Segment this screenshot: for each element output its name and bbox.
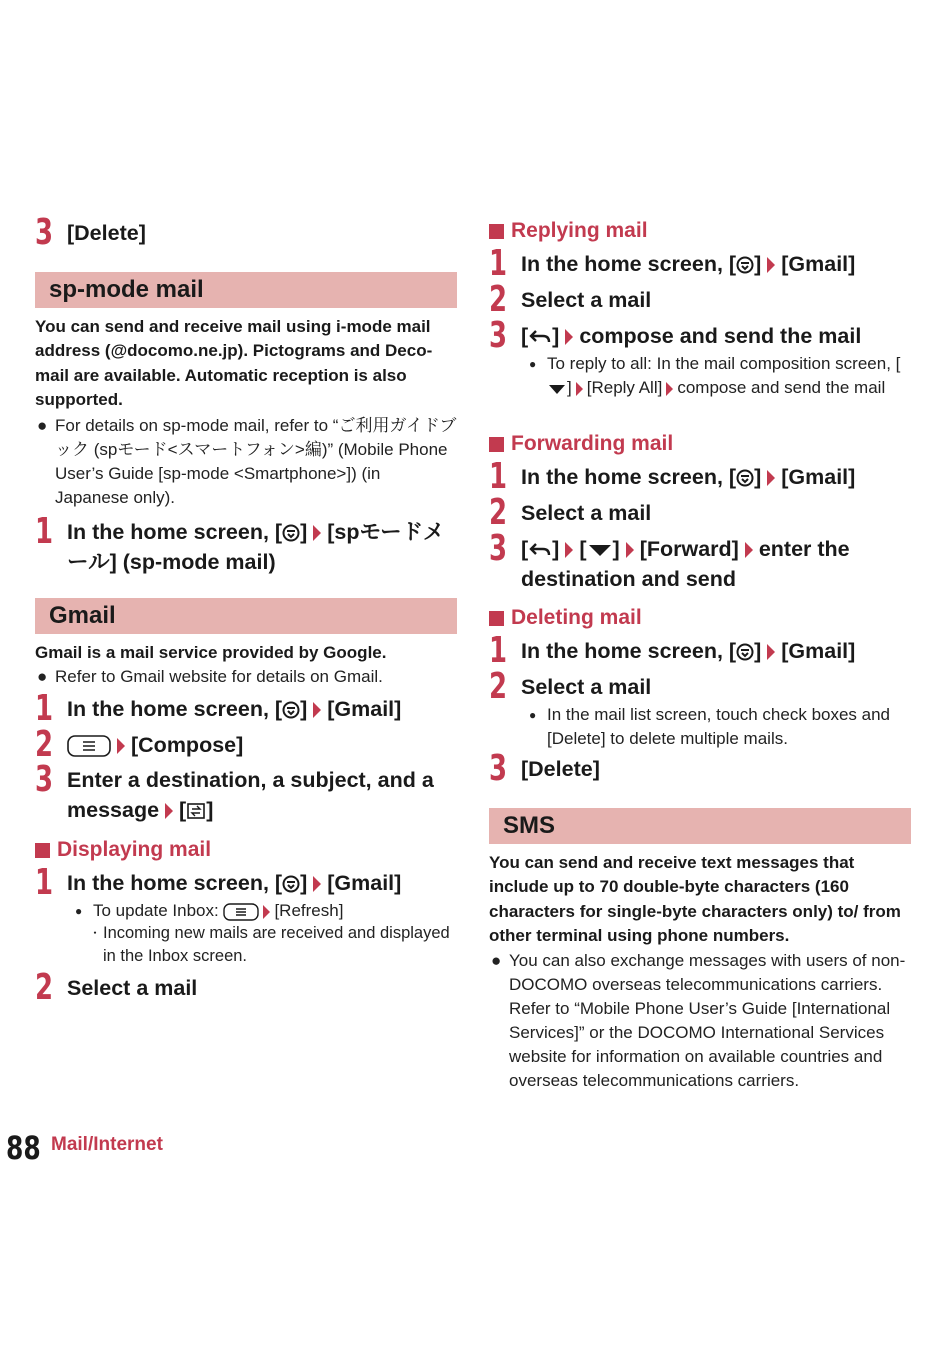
note-text-post: [Refresh] — [274, 901, 344, 920]
bracket-close: ] — [552, 537, 560, 561]
note-text-a: [Reply All] — [586, 378, 663, 397]
gmail-step-1 — [35, 688, 457, 729]
home-key-icon — [282, 875, 300, 893]
subnote-text: Incoming new mails are received and displayed in the Inbox screen. — [103, 924, 450, 965]
step-text-mid: ] — [300, 697, 308, 721]
arrow-icon — [576, 382, 583, 396]
section-label: Mail/Internet — [51, 1134, 163, 1155]
step-text — [521, 249, 855, 279]
step-number: 3 — [489, 315, 508, 356]
arrow-icon — [313, 702, 321, 718]
reply-icon — [528, 328, 552, 346]
subheading-forwarding-mail — [489, 432, 673, 456]
subheading-replying-mail — [489, 219, 648, 243]
sms-intro: You can send and receive text messages that include up to 70 double-byte characters (160 characters for single-byte characters only) to/ from other terminal using phone numbers. — [489, 853, 901, 945]
replying-step-1 — [489, 243, 911, 284]
bullet-icon: ● — [529, 357, 537, 371]
forwarding-step-2 — [489, 492, 911, 533]
note-text — [547, 352, 911, 400]
arrow-icon — [313, 525, 321, 541]
section-title: sp-mode mail — [49, 276, 204, 303]
step-number: 2 — [489, 666, 508, 707]
send-icon — [186, 801, 206, 821]
gmail-step-3 — [35, 759, 457, 825]
step-text-pre: In the home screen, [ — [521, 465, 737, 489]
step-delete — [35, 212, 457, 253]
step-text-post: [Gmail] — [781, 252, 856, 276]
home-key-icon — [736, 256, 754, 274]
bracket-open: [ — [579, 537, 587, 561]
step-text: Select a mail — [521, 288, 652, 312]
step-number: 1 — [489, 243, 508, 284]
sp-mode-step-1 — [35, 511, 457, 577]
step-number: 3 — [35, 759, 54, 800]
bracket-open: [ — [521, 324, 529, 348]
dropdown-triangle-icon — [547, 382, 567, 396]
replying-step-3 — [489, 315, 911, 356]
square-bullet-icon — [489, 611, 504, 626]
note-text-pre: To update Inbox: — [93, 901, 219, 920]
deleting-step-3 — [489, 748, 911, 789]
step-text-pre: In the home screen, [ — [67, 871, 283, 895]
replying-note — [527, 352, 911, 400]
arrow-icon — [745, 542, 753, 558]
step-number: 2 — [489, 279, 508, 320]
bullet-icon: ・ — [89, 926, 102, 940]
step-text-pre: In the home screen, [ — [521, 639, 737, 663]
sp-mode-note — [35, 414, 457, 510]
subheading-displaying-mail — [35, 838, 211, 862]
square-bullet-icon — [489, 224, 504, 239]
displaying-subnote — [89, 922, 453, 968]
deleting-step-1 — [489, 630, 911, 671]
step-text-pre: In the home screen, [ — [521, 252, 737, 276]
gmail-note — [35, 665, 457, 689]
arrow-icon — [165, 803, 173, 819]
step-number: 2 — [489, 492, 508, 533]
arrow-icon — [565, 542, 573, 558]
home-key-icon — [736, 643, 754, 661]
arrow-icon — [263, 905, 270, 919]
step-text-post: [Gmail] — [327, 871, 402, 895]
step-text — [67, 765, 434, 825]
displaying-note — [73, 899, 457, 923]
subheading-text: Deleting mail — [511, 606, 642, 629]
arrow-icon — [767, 257, 775, 273]
arrow-icon — [565, 329, 573, 345]
step-text-forward: [Forward] — [639, 537, 739, 561]
step-number: 1 — [35, 688, 54, 729]
sms-note — [489, 949, 911, 1093]
step-text-mid: ] — [300, 871, 308, 895]
reply-icon — [528, 541, 552, 559]
arrow-icon — [767, 470, 775, 486]
step-text — [521, 534, 850, 594]
note-text: In the mail list screen, touch check boxes and [Delete] to delete multiple mails. — [547, 705, 891, 748]
bracket-close: ] — [206, 798, 214, 822]
section-title: Gmail — [49, 602, 116, 629]
step-text-line1: Enter a destination, a subject, and a — [67, 768, 434, 792]
section-header-sp-mode — [35, 272, 457, 308]
step-number: 1 — [35, 511, 54, 552]
bracket-close: ] — [612, 537, 620, 561]
step-text: [Delete] — [67, 221, 146, 245]
displaying-step-1 — [35, 862, 457, 903]
bracket-close: ] — [552, 324, 560, 348]
menu-key-icon — [223, 903, 259, 921]
step-text-mid: ] — [754, 465, 762, 489]
step-text-line2: destination and send — [521, 567, 737, 591]
step-number: 3 — [489, 748, 508, 789]
sp-mode-intro: You can send and receive mail using i-mode mail address (@docomo.ne.jp). Pictograms and Deco-mail are available. Automatic reception is also supported. — [35, 317, 433, 409]
step-text-mid: ] — [300, 520, 308, 544]
step-number: 1 — [35, 862, 54, 903]
bracket-open: [ — [521, 537, 529, 561]
bullet-icon: ● — [37, 416, 48, 435]
step-text — [67, 730, 243, 760]
note-text-b: compose and send the mail — [677, 378, 886, 397]
arrow-icon — [117, 738, 125, 754]
subheading-text: Forwarding mail — [511, 432, 674, 455]
gmail-intro: Gmail is a mail service provided by Google. — [35, 643, 387, 662]
step-text-post: enter the — [758, 537, 850, 561]
deleting-step-2 — [489, 666, 911, 707]
step-text — [67, 868, 401, 898]
note-text-mid: ] — [567, 378, 572, 397]
step-text: [Delete] — [521, 757, 600, 781]
step-text-mid: ] — [754, 639, 762, 663]
step-text — [67, 694, 401, 724]
step-text-mid: ] — [754, 252, 762, 276]
note-text: You can also exchange messages with users of non-DOCOMO overseas telecommunications carriers. Refer to “Mobile Phone User’s Guide [International Services]” or the DOCOMO International Services website for information on available countries and overseas telecommunications carriers. — [509, 951, 906, 1090]
deleting-note — [527, 703, 911, 751]
step-text — [521, 462, 855, 492]
note-text: Refer to Gmail website for details on Gmail. — [55, 667, 383, 686]
step-text — [521, 636, 855, 666]
bullet-icon: ● — [37, 667, 48, 686]
step-text-post: [Gmail] — [781, 639, 856, 663]
home-key-icon — [282, 524, 300, 542]
step-text: Select a mail — [521, 501, 652, 525]
section-title: SMS — [503, 812, 556, 839]
home-key-icon — [282, 701, 300, 719]
step-text-post: [Gmail] — [327, 697, 402, 721]
subheading-text: Replying mail — [511, 219, 648, 242]
section-header-sms — [489, 808, 911, 844]
forwarding-step-3 — [489, 528, 911, 594]
step-text — [521, 321, 861, 351]
arrow-icon — [313, 876, 321, 892]
step-text-post: compose and send the mail — [579, 324, 862, 348]
page-number: 88 — [6, 1129, 41, 1167]
menu-key-icon — [67, 735, 111, 757]
square-bullet-icon — [489, 437, 504, 452]
note-text: For details on sp-mode mail, refer to “ご利用ガイドブック (spモード<スマートフォン>編)” (Mobile Phone User’s Guide [sp-mode <Smartphone>]) (in Japanese only). — [55, 416, 457, 507]
bullet-icon: ● — [529, 708, 537, 722]
dropdown-triangle-icon — [587, 542, 613, 558]
subheading-text: Displaying mail — [57, 838, 212, 861]
gmail-step-2 — [35, 724, 457, 765]
bullet-icon: ● — [75, 904, 83, 918]
bracket-open: [ — [179, 798, 187, 822]
step-number: 1 — [489, 630, 508, 671]
displaying-step-2 — [35, 967, 457, 1008]
step-text-post: [spモードメール] (sp-mode mail) — [67, 520, 445, 574]
step-text-pre: In the home screen, [ — [67, 520, 283, 544]
step-number: 2 — [35, 967, 54, 1008]
home-key-icon — [736, 469, 754, 487]
step-number: 3 — [35, 212, 54, 253]
subheading-deleting-mail — [489, 606, 642, 630]
step-text: Select a mail — [521, 675, 652, 699]
forwarding-step-1 — [489, 456, 911, 497]
bullet-icon: ● — [491, 951, 502, 970]
step-text-post: [Compose] — [131, 733, 244, 757]
replying-step-2 — [489, 279, 911, 320]
arrow-icon — [626, 542, 634, 558]
note-text-pre: To reply to all: In the mail composition screen, [ — [547, 354, 901, 373]
step-number: 2 — [35, 724, 54, 765]
note-text — [93, 899, 457, 923]
section-header-gmail — [35, 598, 457, 634]
step-text-pre: In the home screen, [ — [67, 697, 283, 721]
step-text: Select a mail — [67, 976, 198, 1000]
arrow-icon — [767, 644, 775, 660]
step-number: 1 — [489, 456, 508, 497]
step-text-line2: message — [67, 798, 160, 822]
arrow-icon — [666, 382, 673, 396]
square-bullet-icon — [35, 843, 50, 858]
step-number: 3 — [489, 528, 508, 569]
step-text — [67, 517, 457, 577]
step-text-post: [Gmail] — [781, 465, 856, 489]
